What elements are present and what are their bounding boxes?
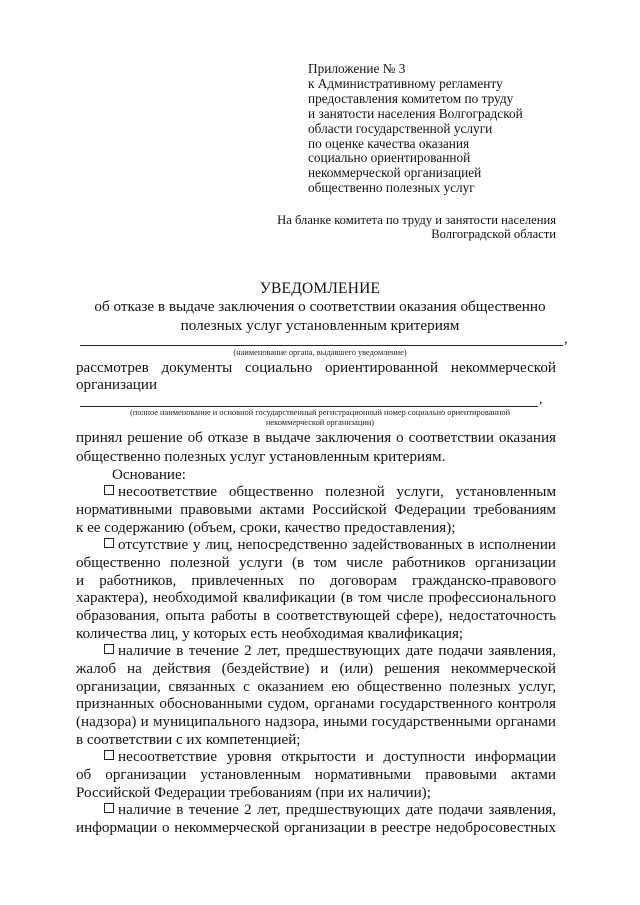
hint-nko-line: некоммерческой организации) — [265, 418, 375, 427]
subtitle-line: полезных услуг установленным критериям — [180, 317, 460, 334]
body-line: образования, опыта работы в соответствующей сфере), недостаточность — [76, 608, 556, 624]
body-line: к ее содержанию (объем, сроки, качество предоставления); — [76, 520, 456, 536]
letterhead-line: Волгоградской области — [431, 227, 556, 242]
appendix-line: социально ориентированной — [308, 150, 471, 166]
basis-item-2 — [104, 537, 556, 554]
letterhead-line: На бланке комитета по труду и занятости населения — [277, 213, 556, 227]
basis-item-1 — [104, 484, 556, 501]
body-line: общественно полезных услуг установленным критериям. — [76, 449, 446, 465]
basis-item-4 — [104, 749, 556, 766]
item-text: отсутствие у лиц, непосредственно задействованных в исполнении — [118, 537, 556, 553]
appendix-line: области государственной услуги — [308, 120, 493, 136]
body-line: Российской Федерации требованиям (при их наличии); — [76, 785, 431, 801]
item-text: наличие в течение 2 лет, предшествующих дате подачи заявления, — [118, 802, 556, 818]
letterhead-note — [196, 213, 556, 242]
body-line: нормативными правовыми актами Российской Федерации требованиям — [76, 502, 556, 518]
comma-mark: , — [564, 332, 568, 347]
document-title: УВЕДОМЛЕНИЕ — [259, 280, 381, 297]
checkbox-icon[interactable] — [104, 750, 114, 760]
item-text: несоответствие общественно полезной услуги, установленным — [118, 484, 556, 500]
checkbox-icon[interactable] — [104, 538, 114, 548]
item-text: наличие в течение 2 лет, предшествующих дате подачи заявления, — [118, 643, 556, 659]
body-line: организации, связанных с оказанием ею общественно полезных услуг, — [76, 679, 556, 695]
checkbox-icon[interactable] — [104, 803, 114, 813]
appendix-line: по оценке качества оказания — [308, 135, 470, 151]
document-subtitle — [0, 297, 640, 335]
body-line: количества лиц, у которых есть необходимая квалификация; — [76, 626, 464, 642]
appendix-line: общественно полезных услуг — [308, 180, 475, 196]
appendix-header — [308, 62, 608, 196]
hint-nko — [80, 408, 560, 428]
body-line: признанных обоснованными судом, органами государственного контроля — [76, 696, 556, 712]
appendix-line: Приложение № 3 — [308, 61, 406, 76]
appendix-line: к Административному регламенту — [308, 75, 503, 91]
appendix-line: некоммерческой организацией — [308, 165, 482, 181]
body-line: в соответствии с их компетенцией; — [76, 732, 301, 748]
body-line: рассмотрев документы социально ориентированной некоммерческой — [76, 360, 556, 376]
hint-nko-line: (полное наименование и основной государственный регистрационный номер социально ориентированной — [129, 408, 511, 417]
comma-mark: , — [539, 392, 543, 407]
body-line: об организации установленным нормативными правовыми актами — [76, 767, 556, 783]
body-line: принял решение об отказе в выдаче заключения о соответствии оказания — [76, 430, 556, 446]
body-line: жалоб на действия (бездействие) и (или) решения некоммерческой — [76, 661, 556, 677]
blank-line-organ — [80, 345, 563, 346]
item-text: несоответствие уровня открытости и доступности информации — [118, 749, 556, 765]
body-line: характера), необходимой квалификации (в том числе профессионального — [76, 590, 556, 606]
checkbox-icon[interactable] — [104, 485, 114, 495]
checkbox-icon[interactable] — [104, 644, 114, 654]
appendix-line: предоставления комитетом по труду — [308, 90, 514, 106]
body-line: информации о некоммерческой организации в реестре недобросовестных — [76, 820, 556, 836]
hint-organ: (наименование органа, выдавшего уведомление) — [233, 348, 407, 357]
body-line: (надзора) и муниципального надзора, иными государственными органами — [76, 714, 556, 730]
basis-item-3 — [104, 643, 556, 660]
subtitle-line: об отказе в выдаче заключения о соответствии оказания общественно — [94, 298, 546, 315]
body-line: организации — [76, 377, 158, 393]
blank-line-nko — [80, 406, 538, 407]
body-line: общественно полезной услуги (в том числе работников организации — [76, 555, 556, 571]
appendix-line: и занятости населения Волгоградской — [308, 105, 523, 121]
body-line: и работников, привлеченных по договорам гражданско-правового — [76, 573, 556, 589]
basis-label: Основание: — [112, 467, 186, 483]
basis-item-5 — [104, 802, 556, 819]
